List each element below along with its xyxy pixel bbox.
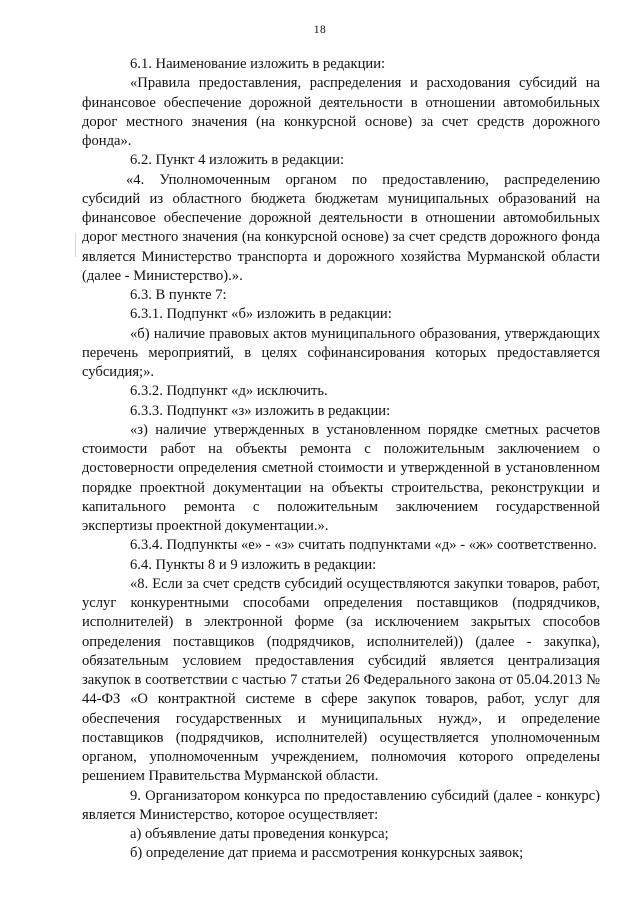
paragraph-item-4: «4. Уполномоченным органом по предоставлению, распределению субсидий из областного бюджета бюджетам муниципальных образований на финансовое обеспечение дорожной деятельности в отношении автомобильных дорог местного значения (на конкурсной основе) за счет средств дорожного фонда является Министерство транспорта и дорожного хозяйства Мурманской области (далее - Министерство).». (82, 171, 600, 284)
paragraph-item-9-a: а) объявление даты проведения конкурса; (130, 826, 389, 842)
paragraph-6-3-4: 6.3.4. Подпункты «е» - «з» считать подпунктами «д» - «ж» соответственно. (130, 537, 597, 554)
paragraph-rules-title: «Правила предоставления, распределения и расходования субсидий на финансовое обеспечение дорожной деятельности в отношении автомобильных дорог местного значения (на конкурсной основе) за счет средств дорожного фонда». (82, 75, 600, 149)
paragraph-6-3-1-heading: 6.3.1. Подпункт «б» изложить в редакции: (130, 306, 392, 323)
document-body (82, 55, 600, 864)
paragraph-item-9-b: б) определение дат приема и рассмотрения конкурсных заявок; (130, 845, 524, 862)
page-number: 18 (313, 24, 327, 36)
paragraph-6-3-2: 6.3.2. Подпункт «д» исключить. (130, 383, 328, 400)
paragraph-6-2-heading: 6.2. Пункт 4 изложить в редакции: (130, 152, 345, 169)
scan-artifact (75, 233, 76, 257)
paragraph-subitem-z: «з) наличие утвержденных в установленном порядке сметных расчетов стоимости работ на объекты ремонта с положительным заключением о достоверности определения сметной стоимости и утвержденной в установленном порядке проектной документации на объекты строительства, реконструкции и капитального ремонта с положительным заключением государственной экспертизы проектной документации.». (82, 421, 600, 534)
paragraph-item-8: «8. Если за счет средств субсидий осуществляются закупки товаров, работ, услуг конкурентными способами определения поставщиков (подрядчиков, исполнителей) в электронной форме (за исключением закрытых способов определения поставщиков (подрядчиков, исполнителей)) (далее - закупка), обязательным условием предоставления субсидий является централизация закупок в соответствии с частью 7 статьи 26 Федерального закона от 05.04.2013 № 44-ФЗ «О контрактной системе в сфере закупок товаров, работ, услуг для обеспечения государственных и муниципальных нужд», и определение поставщиков (подрядчиков, исполнителей) осуществляется уполномоченным органом, уполномоченным учреждением, полномочия которого определены решением Правительства Мурманской области. (82, 575, 600, 785)
paragraph-6-3-heading: 6.3. В пункте 7: (130, 287, 227, 303)
paragraph-subitem-b: «б) наличие правовых актов муниципального образования, утверждающих перечень мероприятий, в целях софинансирования которых предоставляется субсидия;». (82, 325, 600, 380)
paragraph-6-3-3-heading: 6.3.3. Подпункт «з» изложить в редакции: (130, 402, 391, 419)
paragraph-6-4-heading: 6.4. Пункты 8 и 9 изложить в редакции: (130, 556, 377, 573)
paragraph-item-9: 9. Организатором конкурса по предоставлению субсидий (далее - конкурс) является Министерство, которое осуществляет: (82, 787, 600, 823)
paragraph-6-1-heading: 6.1. Наименование изложить в редакции: (130, 56, 386, 72)
